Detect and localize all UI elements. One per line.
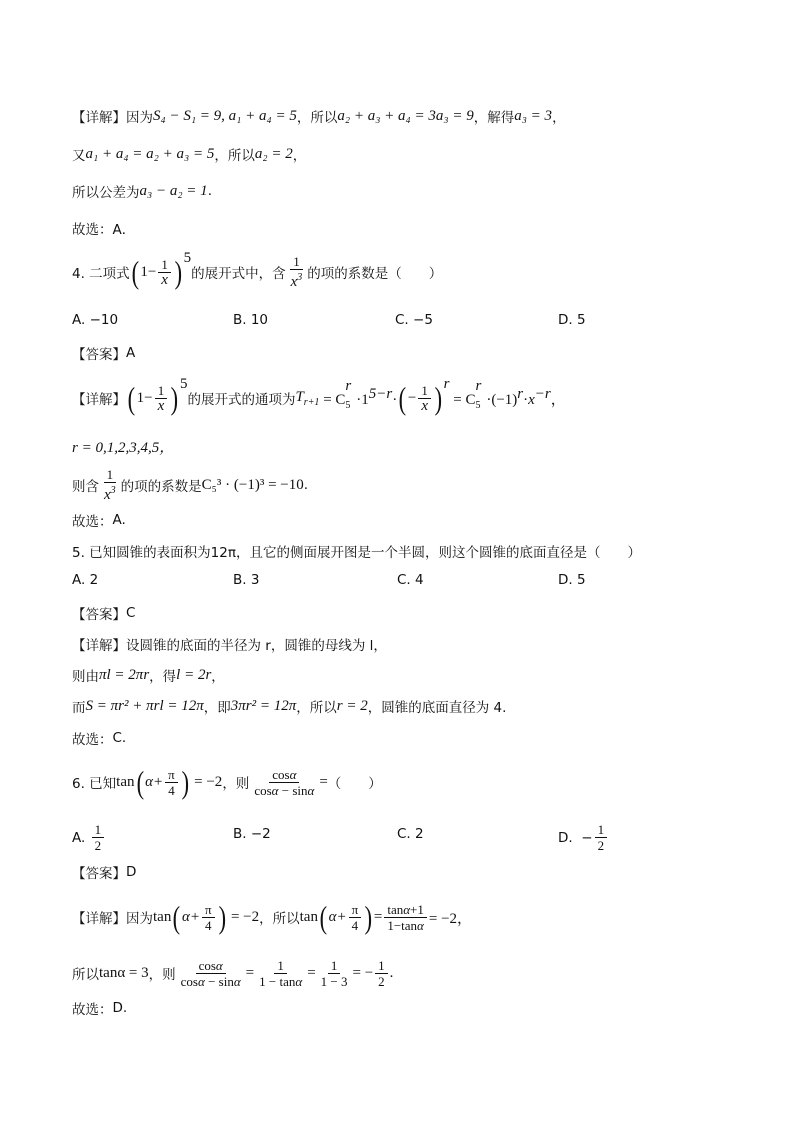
answer-value: C <box>126 605 136 621</box>
math-expr: r = 2 <box>336 697 368 714</box>
option-c: C. 4 <box>397 572 424 588</box>
choice-value: D. <box>112 1000 128 1016</box>
text: 因为 <box>126 110 153 126</box>
right-paren: ) <box>364 899 373 935</box>
text: . <box>303 477 309 493</box>
math-expr: a₁ + a₄ = a₂ + a₃ = 5 <box>85 145 215 162</box>
question-text: 的项的系数是（ ） <box>307 266 443 282</box>
q6-choice <box>72 998 127 1018</box>
option-a: A. −10 <box>72 312 119 328</box>
question-text: 4. 二项式 <box>72 266 130 282</box>
period: . <box>389 964 394 981</box>
option-c: C. −5 <box>395 312 433 328</box>
exponent-5: 5 <box>183 249 192 266</box>
fraction-1-over-x: $\frac{1}{x}$ <box>155 383 168 414</box>
equals-minus-2: = −2， <box>428 910 473 927</box>
choice-value: C. <box>112 730 127 746</box>
tan-func: tan <box>116 773 135 790</box>
answer-tag: 【答案】 <box>72 607 126 623</box>
answer-tag: 【答案】 <box>72 866 126 882</box>
fraction-1-over-x-cubed: $\frac{1}{x^3}$ <box>290 254 303 290</box>
option-b: B. −2 <box>233 826 271 842</box>
choose-tag: 故选： <box>72 222 113 238</box>
choose-tag: 故选： <box>72 732 113 748</box>
option-d: D. 5 <box>558 312 586 328</box>
right-paren: ) <box>174 254 183 290</box>
math-expr: a₃ − a₂ = 1 <box>139 182 208 199</box>
left-paren: ( <box>136 764 144 800</box>
binomial-expr: = $C_5^r\cdot 1^{5-r}\cdot$ <box>319 377 398 411</box>
option-b: B. 10 <box>233 312 269 328</box>
answer-value: A <box>126 345 136 361</box>
right-paren: ) <box>181 764 189 800</box>
q6-answer <box>72 862 136 882</box>
q4-detail-line-2 <box>72 436 174 457</box>
q6-detail-line-2 <box>72 953 393 993</box>
q3-detail-line-3 <box>72 181 212 201</box>
choose-tag: 故选： <box>72 1002 113 1018</box>
left-paren: ( <box>398 380 407 416</box>
text: 而 <box>72 700 86 716</box>
q4-answer <box>72 343 135 363</box>
right-paren: ) <box>434 380 443 416</box>
option-a: A. $\frac{1}{2}$ <box>72 822 106 853</box>
detail-tag: 【详解】 <box>72 392 126 408</box>
text: ，解得 <box>473 110 515 126</box>
q4-detail-line-3 <box>72 468 308 502</box>
text: 的项的系数是 <box>120 479 202 495</box>
option-b: B. 3 <box>233 572 260 588</box>
text: 因为 <box>126 911 153 927</box>
detail-tag: 【详解】 <box>72 638 126 654</box>
equals-minus: = − <box>352 964 374 981</box>
q5-choice <box>72 728 126 748</box>
fraction-1-over-1-minus-3: $\frac{1}{1 - 3}$ <box>320 957 348 989</box>
math-expr: a₂ = 2 <box>254 145 293 162</box>
question-text: ，则 <box>222 776 250 792</box>
math-expr: S₄ − S₁ = 9, a₁ + a₄ = 5 <box>153 107 297 124</box>
alpha: α+ <box>328 908 347 925</box>
question-text: 6. 已知 <box>72 776 117 792</box>
text: 所以公差为 <box>72 185 140 201</box>
fraction-cos-over-diff: $\frac{\cos\alpha}{\cos\alpha - \sin\alpha}$ <box>180 957 241 989</box>
text: 则由 <box>72 669 99 685</box>
fraction-pi-over-4: $\frac{\pi}{4}$ <box>202 902 215 933</box>
option-d: D. − $\frac{1}{2}$ <box>558 822 609 853</box>
detail-tag: 【详解】 <box>72 110 126 126</box>
choice-value: A． <box>112 222 136 238</box>
fraction-1-over-x: $\frac{1}{x}$ <box>418 383 431 414</box>
option-c: C. 2 <box>397 826 424 842</box>
text: ， <box>211 669 225 685</box>
q5-stem: 5. 已知圆锥的表面积为12π，且它的侧面展开图是一个半圆，则这个圆锥的底面直径是（ ） <box>72 545 641 561</box>
fraction-1-over-2: $\frac{1}{2}$ <box>375 958 388 989</box>
text: ，得 <box>149 669 177 685</box>
q3-detail-line-2 <box>72 144 306 164</box>
math-expr: a₂ + a₃ + a₄ = 3a₃ = 9 <box>337 107 474 124</box>
fraction-1-over-1-minus-tan: $\frac{1}{1 - \tan\alpha}$ <box>259 957 303 989</box>
equals-sign: = <box>319 773 328 790</box>
answer-tag: 【答案】 <box>72 347 126 363</box>
math-expr: πl = 2πr <box>99 666 150 683</box>
q5-detail-line-3 <box>72 696 506 716</box>
q5-detail-line-1 <box>72 634 387 654</box>
text: ， <box>292 148 307 164</box>
math-expr: r = 0,1,2,3,4,5， <box>72 440 175 456</box>
fraction-1-over-x: $\frac{1}{x}$ <box>158 257 171 288</box>
detail-tag: 【详解】 <box>72 911 126 927</box>
left-paren: ( <box>172 899 181 935</box>
choose-tag: 故选： <box>72 514 113 530</box>
left-paren: ( <box>127 380 136 416</box>
text: 所以 <box>72 967 99 983</box>
question-text: 的展开式中，含 <box>191 266 286 282</box>
alpha: α+ <box>181 908 200 925</box>
alpha: α+ <box>145 773 164 790</box>
text: ，即 <box>203 700 231 716</box>
math-one: 1− <box>140 263 157 280</box>
math-one: 1− <box>136 389 153 406</box>
fraction-pi-over-4: $\frac{\pi}{4}$ <box>165 767 178 798</box>
q6-detail-line-1 <box>72 897 472 937</box>
left-paren: ( <box>319 899 328 935</box>
choice-value: A. <box>112 512 126 528</box>
text: . <box>207 183 212 199</box>
equals-sign: = <box>307 964 316 981</box>
q4-choice <box>72 510 126 530</box>
fraction-pi-over-4: $\frac{\pi}{4}$ <box>349 902 362 933</box>
text: 的展开式的通项为 <box>187 392 296 408</box>
text: 设圆锥的底面的半径为 r，圆锥的母线为 l， <box>126 638 387 654</box>
fraction-cos-over-diff: $\frac{\cos\alpha}{\cos\alpha - \sin\alpha}$ <box>254 766 315 798</box>
text: 则含 <box>72 479 99 495</box>
q3-choice <box>72 218 135 238</box>
text: ，所以 <box>296 700 337 716</box>
text: ，所以 <box>259 911 300 927</box>
tan-func: tan <box>299 908 318 925</box>
right-paren: ) <box>218 899 226 935</box>
general-term: $T_{r+1}$ <box>295 388 320 408</box>
text: ， <box>552 110 566 126</box>
math-expr: S = πr² + πrl = 12π <box>85 697 204 714</box>
equals-minus-2: = −2 <box>190 773 223 790</box>
equals-minus-2: = −2 <box>227 908 260 925</box>
math-expr: 3πr² = 12π <box>230 697 297 714</box>
equals-sign: = <box>245 964 255 981</box>
text: ，则 <box>148 967 176 983</box>
q6-stem <box>72 762 382 802</box>
math-expr: tanα = 3 <box>99 964 149 981</box>
left-paren: ( <box>131 254 139 290</box>
q3-detail-line-1 <box>72 106 566 126</box>
q5-detail-line-2 <box>72 665 225 685</box>
option-a: A. 2 <box>72 572 99 588</box>
exponent-r: r <box>443 375 450 392</box>
text: ，所以 <box>296 110 338 126</box>
q4-stem <box>72 249 443 292</box>
text: 又 <box>72 148 86 164</box>
fraction-tan-ratio: $\frac{\tan\alpha+1}{1-\tan\alpha}$ <box>384 902 427 933</box>
right-paren: ) <box>170 380 179 416</box>
q4-detail-line-1 <box>72 375 566 418</box>
text: ，圆锥的底面直径为 4. <box>367 700 507 716</box>
binomial-expr-2: = $C_5^r\cdot(-1)^r\cdot x^{-r}$， <box>449 377 566 411</box>
answer-value: D <box>126 864 137 880</box>
tan-func: tan <box>153 908 172 925</box>
minus-sign: − <box>407 389 417 406</box>
equals-sign: = <box>373 908 383 925</box>
fraction-1-over-x-cubed: $\frac{1}{x^3}$ <box>104 467 116 503</box>
math-expr: C₅³ · (−1)³ = −10 <box>201 476 304 493</box>
text: ，所以 <box>214 148 255 164</box>
q5-answer <box>72 603 135 623</box>
exponent-5: 5 <box>179 375 188 392</box>
question-text: （ ） <box>327 776 382 792</box>
option-d: D. 5 <box>558 572 586 588</box>
math-expr: l = 2r <box>176 666 212 683</box>
math-expr: a₃ = 3 <box>514 107 553 124</box>
